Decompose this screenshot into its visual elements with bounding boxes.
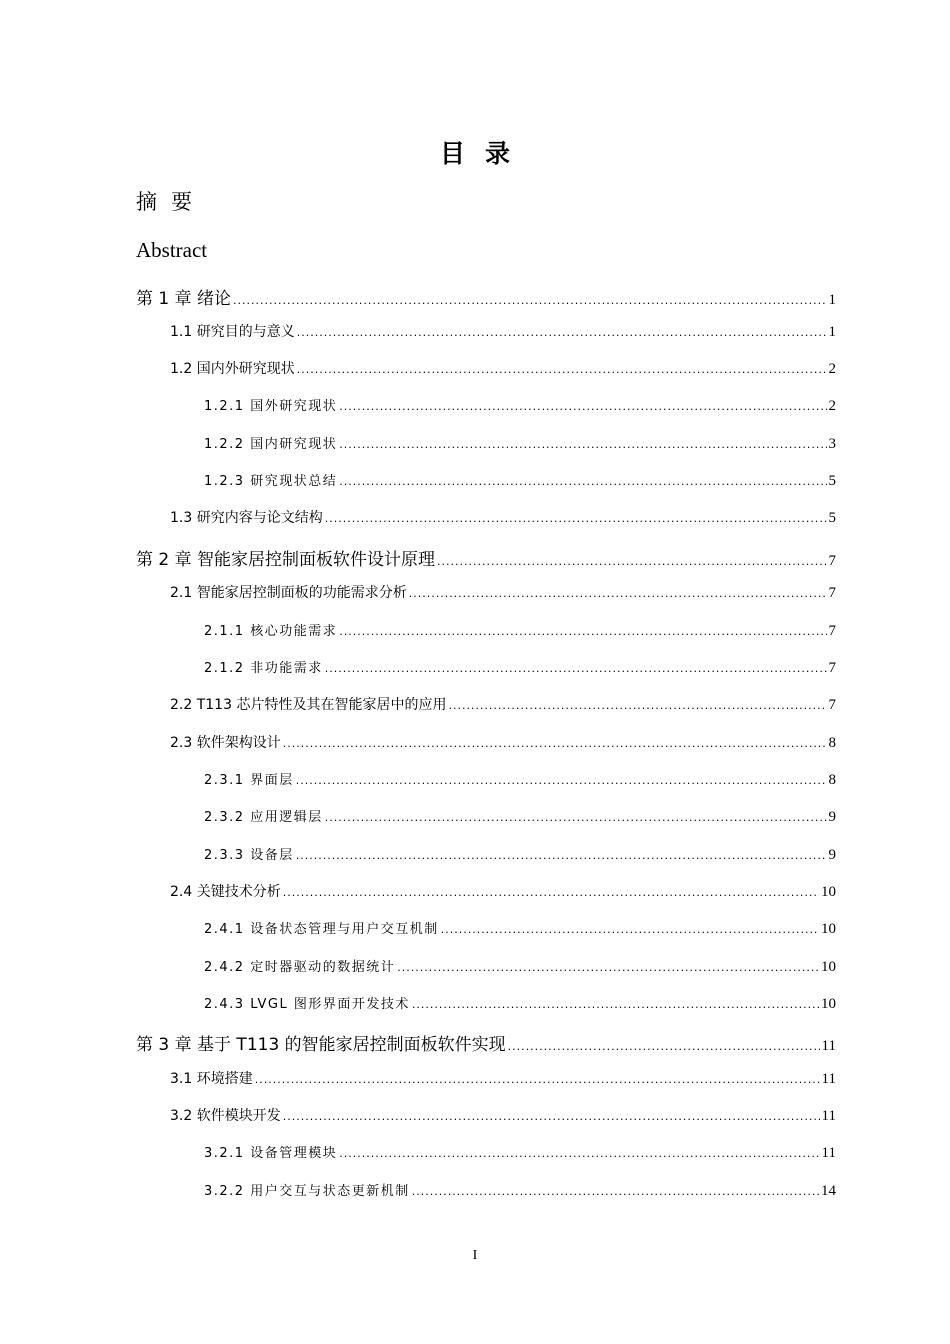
toc-entry[interactable] bbox=[136, 284, 836, 309]
toc-entry[interactable] bbox=[204, 433, 836, 453]
toc-entry-label: 2.1.2 非功能需求 bbox=[204, 661, 323, 676]
toc-entry-label: 第 2 章 智能家居控制面板软件设计原理 bbox=[136, 550, 436, 570]
dot-leader bbox=[441, 923, 819, 936]
dot-leader bbox=[339, 438, 826, 451]
toc-entry[interactable] bbox=[204, 769, 836, 789]
toc-entry-label: 1.2 国内外研究现状 bbox=[170, 361, 295, 377]
toc-entry-label: 第 1 章 绪论 bbox=[136, 289, 232, 309]
toc-entry[interactable] bbox=[170, 582, 836, 602]
dot-leader bbox=[508, 1040, 820, 1053]
toc-entry[interactable] bbox=[170, 694, 836, 714]
toc-entry-label: 3.2 软件模块开发 bbox=[170, 1108, 281, 1124]
toc-entry[interactable] bbox=[136, 1030, 836, 1055]
toc-entry-page-number: 9 bbox=[828, 809, 836, 825]
toc-entry-page-number: 9 bbox=[828, 847, 836, 863]
dot-leader bbox=[397, 961, 819, 974]
toc-entry[interactable] bbox=[170, 358, 836, 378]
toc-entry-page-number: 5 bbox=[828, 473, 836, 489]
toc-entry[interactable] bbox=[170, 1068, 836, 1088]
toc-entry[interactable] bbox=[204, 993, 836, 1013]
dot-leader bbox=[325, 662, 827, 675]
dot-leader bbox=[325, 811, 827, 824]
dot-leader bbox=[339, 400, 826, 413]
toc-entry-label: 2.2 T113 芯片特性及其在智能家居中的应用 bbox=[170, 697, 447, 713]
dot-leader bbox=[297, 326, 827, 339]
toc-entry-page-number: 11 bbox=[821, 1108, 836, 1124]
toc-entry-page-number: 2 bbox=[828, 398, 836, 414]
dot-leader bbox=[325, 512, 827, 525]
toc-entry[interactable] bbox=[204, 657, 836, 677]
page-footer-number: I bbox=[472, 1248, 478, 1263]
toc-entry-label: 3.1 环境搭建 bbox=[170, 1071, 253, 1087]
toc-entry-page-number: 7 bbox=[828, 553, 836, 569]
toc-entry-page-number: 3 bbox=[828, 436, 836, 452]
toc-entry[interactable] bbox=[204, 956, 836, 976]
toc-entry[interactable] bbox=[170, 881, 836, 901]
dot-leader bbox=[233, 294, 826, 307]
dot-leader bbox=[339, 1147, 819, 1160]
toc-entry-label: 1.2.2 国内研究现状 bbox=[204, 437, 338, 452]
heading-zhaiyao: 摘要 bbox=[136, 190, 206, 214]
dot-leader bbox=[283, 737, 827, 750]
toc-entry-page-number: 1 bbox=[828, 324, 836, 340]
toc-entry-label: 1.2.3 研究现状总结 bbox=[204, 474, 338, 489]
toc-entry-label: 2.3 软件架构设计 bbox=[170, 735, 281, 751]
toc-entry[interactable] bbox=[204, 395, 836, 415]
toc-entry[interactable] bbox=[204, 470, 836, 490]
dot-leader bbox=[283, 1110, 820, 1123]
toc-entry-page-number: 10 bbox=[821, 921, 836, 937]
toc-entry[interactable] bbox=[170, 1105, 836, 1125]
toc-entry[interactable] bbox=[204, 806, 836, 826]
toc-entry-page-number: 2 bbox=[828, 361, 836, 377]
dot-leader bbox=[339, 625, 826, 638]
toc-entry-page-number: 1 bbox=[828, 292, 836, 308]
toc-entry-label: 1.3 研究内容与论文结构 bbox=[170, 510, 323, 526]
toc-entry-page-number: 8 bbox=[828, 735, 836, 751]
toc-entry-label: 2.3.3 设备层 bbox=[204, 848, 294, 863]
dot-leader bbox=[283, 886, 819, 899]
toc-entry-page-number: 10 bbox=[821, 996, 836, 1012]
toc-entry[interactable] bbox=[204, 844, 836, 864]
toc-entry[interactable] bbox=[136, 545, 836, 570]
dot-leader bbox=[339, 475, 826, 488]
toc-entry[interactable] bbox=[170, 507, 836, 527]
toc-entry-page-number: 8 bbox=[828, 772, 836, 788]
toc-entry[interactable] bbox=[204, 1180, 836, 1200]
toc-entry-label: 2.4.3 LVGL 图形界面开发技术 bbox=[204, 997, 410, 1012]
dot-leader bbox=[412, 998, 819, 1011]
toc-entry-label: 1.1 研究目的与意义 bbox=[170, 324, 295, 340]
toc-entry-label: 2.4.2 定时器驱动的数据统计 bbox=[204, 960, 396, 975]
dot-leader bbox=[296, 774, 827, 787]
toc-entry-page-number: 7 bbox=[828, 623, 836, 639]
toc-entry-label: 2.3.1 界面层 bbox=[204, 773, 294, 788]
toc-entry-label: 2.4.1 设备状态管理与用户交互机制 bbox=[204, 922, 439, 937]
toc-entry-label: 第 3 章 基于 T113 的智能家居控制面板软件实现 bbox=[136, 1035, 506, 1055]
dot-leader bbox=[255, 1073, 820, 1086]
toc-entry-label: 1.2.1 国外研究现状 bbox=[204, 399, 338, 414]
toc-entry[interactable] bbox=[204, 1142, 836, 1162]
dot-leader bbox=[409, 587, 827, 600]
toc-entry-page-number: 7 bbox=[828, 585, 836, 601]
dot-leader bbox=[412, 1185, 819, 1198]
toc-entry-label: 3.2.1 设备管理模块 bbox=[204, 1146, 338, 1161]
toc-entry-label: 2.1.1 核心功能需求 bbox=[204, 624, 338, 639]
toc-entry-page-number: 10 bbox=[821, 959, 836, 975]
toc-entry[interactable] bbox=[170, 732, 836, 752]
toc-entry-label: 2.1 智能家居控制面板的功能需求分析 bbox=[170, 585, 407, 601]
toc-entry-page-number: 7 bbox=[828, 697, 836, 713]
toc-entry-page-number: 5 bbox=[828, 510, 836, 526]
page-title: 目录 bbox=[439, 139, 530, 168]
dot-leader bbox=[448, 699, 826, 712]
toc-entry-page-number: 11 bbox=[821, 1038, 836, 1054]
toc-entry-label: 2.3.2 应用逻辑层 bbox=[204, 810, 323, 825]
toc-entry-page-number: 11 bbox=[821, 1145, 836, 1161]
toc-entry-page-number: 7 bbox=[828, 660, 836, 676]
toc-entry[interactable] bbox=[204, 918, 836, 938]
toc-entry[interactable] bbox=[170, 321, 836, 341]
dot-leader bbox=[437, 555, 826, 568]
heading-abstract: Abstract bbox=[136, 238, 208, 262]
toc-entry-page-number: 10 bbox=[821, 884, 836, 900]
toc-entry-label: 3.2.2 用户交互与状态更新机制 bbox=[204, 1184, 410, 1199]
dot-leader bbox=[297, 363, 827, 376]
dot-leader bbox=[296, 849, 827, 862]
toc-entry-page-number: 14 bbox=[821, 1183, 836, 1199]
toc-entry-page-number: 11 bbox=[821, 1071, 836, 1087]
toc-entry[interactable] bbox=[204, 620, 836, 640]
toc-entry-label: 2.4 关键技术分析 bbox=[170, 884, 281, 900]
